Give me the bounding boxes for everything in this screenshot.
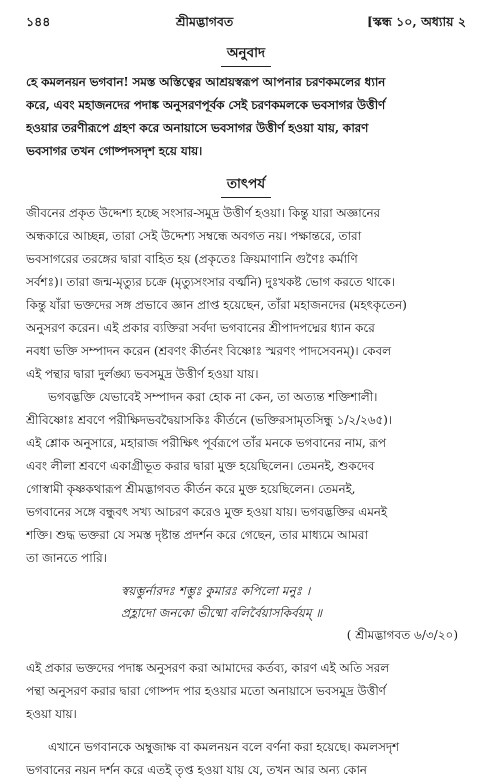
text-line: সর্বশঃ)। তারা জন্ম-মৃত্যুর চক্রে (মৃত্যুসংসার বর্ত্মনি) দুঃখকষ্ট ভোগ করতে থাকে। bbox=[26, 275, 395, 289]
text-line: পন্থা অনুসরণ করার দ্বারা গোষ্পদ পার হওয়ার মতো অনায়াসে ভবসমুদ্র উত্তীর্ণ bbox=[26, 684, 386, 698]
text-line: ভগবানের নয়ন দর্শন করে এতই তৃপ্ত হওয়া যায় যে, তখন আর অন্য কোন bbox=[26, 763, 367, 777]
purport-paragraph-2 bbox=[26, 386, 466, 570]
section-reference: [স্কন্ধ ১০, অধ্যায় ২ bbox=[366, 14, 466, 29]
text-line: ভবসাগর তখন গোষ্পদসদৃশ হয়ে যায়। bbox=[26, 144, 203, 158]
text-line: কিন্তু যাঁরা ভক্তদের সঙ্গ প্রভাবে জ্ঞান প্রাপ্ত হয়েছেন, তাঁরা মহাজনদের (মহৎকৃতেন) bbox=[26, 298, 407, 312]
running-header bbox=[26, 10, 466, 32]
text-line: শ্রীবিষ্ণোঃ শ্রবণে পরীক্ষিদভবদ্বৈয়াসকিঃ কীর্তনে (ভক্তিরসামৃতসিন্ধু ১/২/২৬৫)। bbox=[26, 413, 392, 427]
text-line: জীবনের প্রকৃত উদ্দেশ্য হচ্ছে সংসার-সমুদ্র উত্তীর্ণ হওয়া। কিন্তু যারা অজ্ঞানের bbox=[26, 206, 381, 220]
text-line: তা জানতে পারি। bbox=[26, 551, 107, 565]
page-number: ১৪৪ bbox=[26, 14, 51, 29]
text-line: অন্ধকারে আচ্ছন্ন, তারা সেই উদ্দেশ্য সম্বন্ধে অবগত নয়। পক্ষান্তরে, তারা bbox=[26, 229, 362, 243]
sanskrit-verse bbox=[121, 580, 466, 624]
text-line: ভগবানের সঙ্গে বন্ধুবৎ সখ্য আচরণ করেও মুক্ত হওয়া যায়। ভগবদ্ভক্তির এমনই bbox=[26, 505, 388, 519]
verse-line: স্বয়ম্ভুর্নারদঃ শম্ভুঃ কুমারঃ কপিলো মনুঃ । bbox=[121, 584, 311, 598]
text-line: এখানে ভগবানকে অম্বুজাক্ষ বা কমলনয়ন বলে বর্ণনা করা হয়েছে। কমলসদৃশ bbox=[48, 740, 400, 754]
text-line: এই পন্থার দ্বারা দুর্লঙ্ঘ্য ভবসমুদ্র উত্তীর্ণ হওয়া যায়। bbox=[26, 367, 259, 381]
text-line: এবং লীলা শ্রবণে একাগ্রীভূত করার দ্বারা মুক্ত হয়েছিলেন। তেমনই, শুকদেব bbox=[26, 459, 375, 473]
anubad-heading: অনুবাদ bbox=[26, 42, 466, 67]
text-line: অনুসরণ করেন। এই প্রকার ব্যক্তিরা সর্বদা ভগবানের শ্রীপাদপদ্মের ধ্যান করে bbox=[26, 321, 375, 335]
verse-citation: ( শ্রীমদ্ভাগবত ৬/৩/২০) bbox=[346, 628, 458, 642]
verse-line: প্রহ্লাদো জনকো ভীষ্মো বলির্বৈয়াসকির্বয়ম্ ॥ bbox=[121, 606, 323, 620]
translation-paragraph bbox=[26, 71, 466, 163]
text-line: এই প্রকার ভক্তদের পদাঙ্ক অনুসরণ করা আমাদের কর্তব্য, কারণ এই অতি সরল bbox=[26, 661, 390, 675]
text-line: ভবসাগরের তরঙ্গের দ্বারা বাহিত হয় (প্রকৃতেঃ ক্রিয়মাণানি গুণৈঃ কর্মাণি bbox=[26, 252, 358, 266]
text-line: নবধা ভক্তি সম্পাদন করেন (শ্রবণং কীর্তনং বিষ্ণোঃ স্মরণং পাদসেবনম্)। কেবল bbox=[26, 344, 391, 358]
text-line: গোস্বামী কৃষ্ণকথারূপ শ্রীমদ্ভাগবত কীর্তন করে মুক্ত হয়েছিলেন। তেমনই, bbox=[26, 482, 356, 496]
text-line: করে, এবং মহাজনদের পদাঙ্ক অনুসরণপূর্বক সেই চরণকমলকে ভবসাগর উত্তীর্ণ bbox=[26, 98, 386, 112]
book-title: শ্রীমদ্ভাগবত bbox=[176, 14, 234, 29]
purport-paragraph-4 bbox=[26, 736, 466, 782]
text-line: ভগবদ্ভক্তি যেভাবেই সম্পাদন করা হোক না কেন, তা অত্যন্ত শক্তিশালী। bbox=[48, 390, 378, 404]
purport-paragraph-1 bbox=[26, 202, 466, 386]
text-line: এই শ্লোক অনুসারে, মহারাজ পরীক্ষিৎ পূর্বরূপে তাঁর মনকে ভগবানের নাম, রূপ bbox=[26, 436, 386, 450]
text-line: হে কমলনয়ন ভগবান! সমস্ত অস্তিত্বের আশ্রয়স্বরূপ আপনার চরণকমলের ধ্যান bbox=[26, 75, 386, 89]
text-line: শক্তি। শুদ্ধ ভক্তরা যে সমস্ত দৃষ্টান্ত প্রদর্শন করে গেছেন, তার মাধ্যমে আমরা bbox=[26, 528, 368, 542]
text-line: হওয়ার তরণীরূপে গ্রহণ করে অনায়াসে ভবসাগর উত্তীর্ণ হওয়া যায়, কারণ bbox=[26, 121, 369, 135]
text-line: হওয়া যায়। bbox=[26, 707, 77, 721]
purport-paragraph-3 bbox=[26, 657, 466, 726]
paragraph-gap bbox=[26, 726, 466, 736]
tatparya-heading: তাৎপর্য bbox=[26, 173, 466, 198]
book-page bbox=[26, 10, 466, 777]
